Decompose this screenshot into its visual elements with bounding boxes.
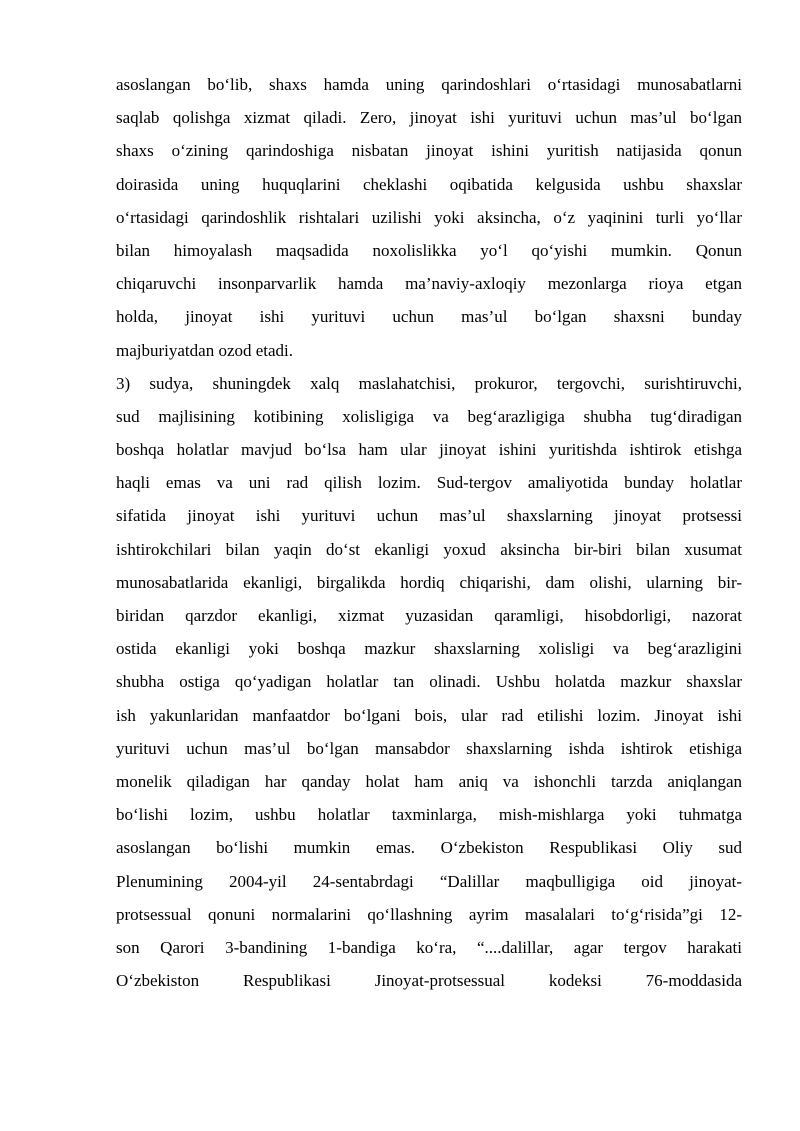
text-line: 3) sudya, shuningdek xalq maslahatchisi, prokuror, tergovchi, surishtiruvchi, <box>116 373 742 393</box>
text-line: bilan himoyalash maqsadida noxolislikka yo‘l qo‘yishi mumkin. Qonun <box>116 240 742 260</box>
text-line: saqlab qolishga xizmat qiladi. Zero, jinoyat ishi yurituvi uchun mas’ul bo‘lgan <box>116 108 742 128</box>
text-line: haqli emas va uni rad qilish lozim. Sud-tergov amaliyotida bunday holatlar <box>116 473 742 493</box>
text-line: biridan qarzdor ekanligi, xizmat yuzasidan qaramligi, hisobdorligi, nazorat <box>116 606 742 625</box>
text-line: asoslangan bo‘lib, shaxs hamda uning qarindoshlari o‘rtasidagi munosabatlarni <box>116 75 742 94</box>
text-line: bo‘lishi lozim, ushbu holatlar taxminlarga, mish-mishlarga yoki tuhmatga <box>116 805 742 825</box>
text-line: ish yakunlaridan manfaatdor bo‘lgani bois, ular rad etilishi lozim. Jinoyat ishi <box>116 705 742 725</box>
text-line: munosabatlarida ekanligi, birgalikda hordiq chiqarishi, dam olishi, ularning bir- <box>116 572 742 592</box>
text-line: monelik qiladigan har qanday holat ham aniq va ishonchli tarzda aniqlangan <box>116 771 742 791</box>
paragraph-2 <box>116 367 742 998</box>
text-line: sud majlisining kotibining xolisligiga va beg‘arazligiga shubha tug‘diradigan <box>116 406 742 426</box>
text-line: doirasida uning huquqlarini cheklashi oqibatida kelgusida ushbu shaxslar <box>116 174 742 194</box>
text-line: sifatida jinoyat ishi yurituvi uchun mas’ul shaxslarning jinoyat protsessi <box>116 506 742 526</box>
text-line: ishtirokchilari bilan yaqin do‘st ekanligi yoxud aksincha bir-biri bilan xusumat <box>116 539 742 559</box>
paragraph-1 <box>116 68 742 367</box>
text-line: protsessual qonuni normalarini qo‘llashning ayrim masalalari to‘g‘risida”gi 12- <box>116 904 742 924</box>
text-line: majburiyatdan ozod etadi. <box>116 340 294 360</box>
text-line: holda, jinoyat ishi yurituvi uchun mas’ul bo‘lgan shaxsni bunday <box>116 307 742 327</box>
text-line: Plenumining 2004-yil 24-sentabrdagi “Dalillar maqbulligiga oid jinoyat- <box>116 871 742 891</box>
text-line: ostida ekanligi yoki boshqa mazkur shaxslarning xolisligi va beg‘arazligini <box>116 639 742 659</box>
text-line: boshqa holatlar mavjud bo‘lsa ham ular jinoyat ishini yuritishda ishtirok etishga <box>116 440 742 460</box>
text-line: shubha ostiga qo‘yadigan holatlar tan olinadi. Ushbu holatda mazkur shaxslar <box>116 672 742 692</box>
text-line: asoslangan bo‘lishi mumkin emas. O‘zbekiston Respublikasi Oliy sud <box>116 838 742 858</box>
text-line: chiqaruvchi insonparvarlik hamda ma’naviy-axloqiy mezonlarga rioya etgan <box>116 274 742 294</box>
text-line: son Qarori 3-bandining 1-bandiga ko‘ra, “....dalillar, agar tergov harakati <box>116 937 742 957</box>
document-page <box>116 68 742 997</box>
text-line: o‘rtasidagi qarindoshlik rishtalari uzilishi yoki aksincha, o‘z yaqinini turli yo‘llar <box>116 207 742 227</box>
text-line: shaxs o‘zining qarindoshiga nisbatan jinoyat ishini yuritish natijasida qonun <box>116 141 742 161</box>
text-line: yurituvi uchun mas’ul bo‘lgan mansabdor shaxslarning ishda ishtirok etishiga <box>116 738 742 758</box>
text-line: O‘zbekiston Respublikasi Jinoyat-protsessual kodeksi 76-moddasida <box>116 971 742 991</box>
